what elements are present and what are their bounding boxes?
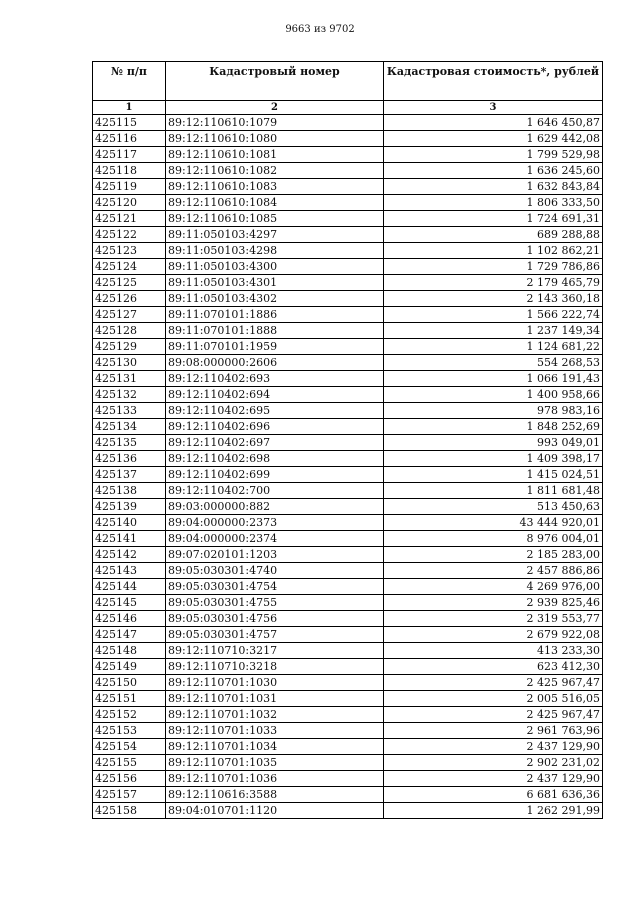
cadastral-value-cell: 1 566 222,74 — [384, 307, 603, 323]
cadastral-number-cell: 89:12:110701:1033 — [166, 723, 384, 739]
cadastral-number-cell: 89:05:030301:4757 — [166, 627, 384, 643]
cadastral-number-cell: 89:03:000000:882 — [166, 499, 384, 515]
column-number-row — [93, 101, 603, 115]
row-number-cell: 425145 — [93, 595, 166, 611]
row-number-cell: 425115 — [93, 115, 166, 131]
cadastral-value-cell: 1 400 958,66 — [384, 387, 603, 403]
cadastral-number-cell: 89:12:110610:1082 — [166, 163, 384, 179]
table-row — [93, 755, 603, 771]
table-row — [93, 675, 603, 691]
table-row — [93, 371, 603, 387]
cadastral-number-cell: 89:05:030301:4756 — [166, 611, 384, 627]
row-number-cell: 425120 — [93, 195, 166, 211]
cadastral-value-cell: 1 409 398,17 — [384, 451, 603, 467]
row-number-cell: 425121 — [93, 211, 166, 227]
table-row — [93, 323, 603, 339]
table-row — [93, 243, 603, 259]
row-number-cell: 425117 — [93, 147, 166, 163]
table-row — [93, 211, 603, 227]
cadastral-value-cell: 1 799 529,98 — [384, 147, 603, 163]
row-number-cell: 425125 — [93, 275, 166, 291]
cadastral-value-cell: 2 679 922,08 — [384, 627, 603, 643]
cadastral-value-cell: 1 811 681,48 — [384, 483, 603, 499]
cadastral-number-cell: 89:12:110701:1032 — [166, 707, 384, 723]
cadastral-value-cell: 43 444 920,01 — [384, 515, 603, 531]
row-number-cell: 425116 — [93, 131, 166, 147]
cadastral-value-cell: 1 646 450,87 — [384, 115, 603, 131]
cadastral-number-cell: 89:12:110610:1085 — [166, 211, 384, 227]
row-number-cell: 425127 — [93, 307, 166, 323]
table-row — [93, 771, 603, 787]
table-row — [93, 803, 603, 819]
row-number-cell: 425156 — [93, 771, 166, 787]
column-number-1: 1 — [93, 101, 166, 115]
table-row — [93, 451, 603, 467]
table-row — [93, 659, 603, 675]
cadastral-value-cell: 4 269 976,00 — [384, 579, 603, 595]
cadastral-value-cell: 2 179 465,79 — [384, 275, 603, 291]
row-number-cell: 425157 — [93, 787, 166, 803]
cadastral-value-cell: 689 288,88 — [384, 227, 603, 243]
row-number-cell: 425158 — [93, 803, 166, 819]
row-number-cell: 425134 — [93, 419, 166, 435]
cadastral-number-cell: 89:12:110402:700 — [166, 483, 384, 499]
cadastral-value-cell: 1 262 291,99 — [384, 803, 603, 819]
cadastral-value-cell: 623 412,30 — [384, 659, 603, 675]
row-number-cell: 425144 — [93, 579, 166, 595]
cadastral-number-cell: 89:11:050103:4298 — [166, 243, 384, 259]
row-number-cell: 425151 — [93, 691, 166, 707]
cadastral-number-cell: 89:12:110610:1084 — [166, 195, 384, 211]
row-number-cell: 425135 — [93, 435, 166, 451]
cadastral-number-cell: 89:12:110610:1081 — [166, 147, 384, 163]
cadastral-number-cell: 89:11:050103:4300 — [166, 259, 384, 275]
row-number-cell: 425155 — [93, 755, 166, 771]
table-row — [93, 275, 603, 291]
row-number-cell: 425141 — [93, 531, 166, 547]
cadastral-value-cell: 1 415 024,51 — [384, 467, 603, 483]
table-row — [93, 707, 603, 723]
table-row — [93, 227, 603, 243]
row-number-cell: 425129 — [93, 339, 166, 355]
table-row — [93, 467, 603, 483]
row-number-cell: 425124 — [93, 259, 166, 275]
cadastral-number-cell: 89:12:110710:3218 — [166, 659, 384, 675]
table-row — [93, 163, 603, 179]
row-number-cell: 425138 — [93, 483, 166, 499]
cadastral-value-cell: 1 629 442,08 — [384, 131, 603, 147]
cadastral-number-cell: 89:08:000000:2606 — [166, 355, 384, 371]
cadastral-number-cell: 89:12:110402:698 — [166, 451, 384, 467]
table-row — [93, 579, 603, 595]
cadastral-number-cell: 89:12:110701:1031 — [166, 691, 384, 707]
row-number-cell: 425140 — [93, 515, 166, 531]
cadastral-number-cell: 89:12:110701:1035 — [166, 755, 384, 771]
row-number-cell: 425148 — [93, 643, 166, 659]
cadastral-value-cell: 1 632 843,84 — [384, 179, 603, 195]
table-row — [93, 611, 603, 627]
cadastral-number-cell: 89:12:110701:1034 — [166, 739, 384, 755]
table-row — [93, 723, 603, 739]
cadastral-value-cell: 1 066 191,43 — [384, 371, 603, 387]
row-number-cell: 425137 — [93, 467, 166, 483]
cadastral-value-cell: 6 681 636,36 — [384, 787, 603, 803]
cadastral-number-cell: 89:12:110402:694 — [166, 387, 384, 403]
cadastral-number-cell: 89:11:070101:1888 — [166, 323, 384, 339]
table-row — [93, 339, 603, 355]
row-number-cell: 425132 — [93, 387, 166, 403]
row-number-cell: 425136 — [93, 451, 166, 467]
cadastral-value-cell: 2 143 360,18 — [384, 291, 603, 307]
cadastral-value-cell: 1 724 691,31 — [384, 211, 603, 227]
cadastral-value-cell: 1 636 245,60 — [384, 163, 603, 179]
table-row — [93, 387, 603, 403]
cadastral-number-cell: 89:05:030301:4755 — [166, 595, 384, 611]
table-row — [93, 627, 603, 643]
table-row — [93, 259, 603, 275]
table-row — [93, 787, 603, 803]
row-number-cell: 425128 — [93, 323, 166, 339]
cadastral-number-cell: 89:12:110402:693 — [166, 371, 384, 387]
header-cadastral-value: Кадастровая стоимость*, рублей — [384, 62, 603, 101]
row-number-cell: 425126 — [93, 291, 166, 307]
page-number: 9663 из 9702 — [285, 24, 355, 35]
row-number-cell: 425146 — [93, 611, 166, 627]
cadastral-number-cell: 89:07:020101:1203 — [166, 547, 384, 563]
cadastral-value-cell: 554 268,53 — [384, 355, 603, 371]
table-row — [93, 483, 603, 499]
cadastral-value-cell: 1 806 333,50 — [384, 195, 603, 211]
table-row — [93, 291, 603, 307]
row-number-cell: 425154 — [93, 739, 166, 755]
cadastral-number-cell: 89:05:030301:4754 — [166, 579, 384, 595]
cadastral-value-cell: 2 457 886,86 — [384, 563, 603, 579]
cadastral-value-cell: 2 902 231,02 — [384, 755, 603, 771]
table-row — [93, 515, 603, 531]
cadastral-number-cell: 89:11:070101:1886 — [166, 307, 384, 323]
cadastral-number-cell: 89:12:110610:1083 — [166, 179, 384, 195]
cadastral-value-cell: 1 729 786,86 — [384, 259, 603, 275]
header-row-number: № п/п — [93, 62, 166, 101]
cadastral-value-cell: 1 848 252,69 — [384, 419, 603, 435]
cadastral-value-cell: 2 939 825,46 — [384, 595, 603, 611]
cadastral-value-cell: 2 185 283,00 — [384, 547, 603, 563]
table-row — [93, 643, 603, 659]
table-row — [93, 147, 603, 163]
row-number-cell: 425122 — [93, 227, 166, 243]
row-number-cell: 425153 — [93, 723, 166, 739]
cadastral-value-cell: 978 983,16 — [384, 403, 603, 419]
row-number-cell: 425142 — [93, 547, 166, 563]
cadastral-number-cell: 89:12:110701:1036 — [166, 771, 384, 787]
cadastral-value-cell: 1 102 862,21 — [384, 243, 603, 259]
cadastral-value-cell: 513 450,63 — [384, 499, 603, 515]
cadastral-number-cell: 89:12:110402:696 — [166, 419, 384, 435]
cadastral-table — [92, 61, 603, 819]
row-number-cell: 425123 — [93, 243, 166, 259]
row-number-cell: 425130 — [93, 355, 166, 371]
row-number-cell: 425143 — [93, 563, 166, 579]
cadastral-number-cell: 89:12:110402:699 — [166, 467, 384, 483]
table-row — [93, 419, 603, 435]
table-row — [93, 691, 603, 707]
cadastral-number-cell: 89:12:110610:1080 — [166, 131, 384, 147]
table-row — [93, 435, 603, 451]
row-number-cell: 425119 — [93, 179, 166, 195]
cadastral-number-cell: 89:04:010701:1120 — [166, 803, 384, 819]
cadastral-value-cell: 2 961 763,96 — [384, 723, 603, 739]
cadastral-number-cell: 89:12:110710:3217 — [166, 643, 384, 659]
cadastral-value-cell: 993 049,01 — [384, 435, 603, 451]
cadastral-value-cell: 8 976 004,01 — [384, 531, 603, 547]
cadastral-number-cell: 89:11:050103:4301 — [166, 275, 384, 291]
table-row — [93, 115, 603, 131]
row-number-cell: 425131 — [93, 371, 166, 387]
column-number-2: 2 — [166, 101, 384, 115]
cadastral-value-cell: 2 005 516,05 — [384, 691, 603, 707]
cadastral-value-cell: 2 425 967,47 — [384, 675, 603, 691]
table-row — [93, 403, 603, 419]
row-number-cell: 425133 — [93, 403, 166, 419]
table-row — [93, 595, 603, 611]
cadastral-number-cell: 89:05:030301:4740 — [166, 563, 384, 579]
row-number-cell: 425139 — [93, 499, 166, 515]
column-number-3: 3 — [384, 101, 603, 115]
cadastral-number-cell: 89:04:000000:2373 — [166, 515, 384, 531]
cadastral-number-cell: 89:11:070101:1959 — [166, 339, 384, 355]
cadastral-value-cell: 1 237 149,34 — [384, 323, 603, 339]
cadastral-number-cell: 89:11:050103:4297 — [166, 227, 384, 243]
table-row — [93, 195, 603, 211]
table-row — [93, 179, 603, 195]
cadastral-number-cell: 89:12:110701:1030 — [166, 675, 384, 691]
cadastral-number-cell: 89:12:110610:1079 — [166, 115, 384, 131]
table-row — [93, 307, 603, 323]
table-row — [93, 499, 603, 515]
cadastral-number-cell: 89:12:110616:3588 — [166, 787, 384, 803]
cadastral-value-cell: 1 124 681,22 — [384, 339, 603, 355]
cadastral-value-cell: 2 437 129,90 — [384, 739, 603, 755]
cadastral-value-cell: 2 425 967,47 — [384, 707, 603, 723]
header-cadastral-number: Кадастровый номер — [166, 62, 384, 101]
table-row — [93, 563, 603, 579]
row-number-cell: 425152 — [93, 707, 166, 723]
table-row — [93, 355, 603, 371]
table-header-row — [93, 62, 603, 101]
cadastral-number-cell: 89:12:110402:695 — [166, 403, 384, 419]
row-number-cell: 425149 — [93, 659, 166, 675]
table-row — [93, 131, 603, 147]
row-number-cell: 425150 — [93, 675, 166, 691]
table-body — [93, 115, 603, 819]
row-number-cell: 425147 — [93, 627, 166, 643]
row-number-cell: 425118 — [93, 163, 166, 179]
cadastral-number-cell: 89:12:110402:697 — [166, 435, 384, 451]
table-row — [93, 531, 603, 547]
cadastral-number-cell: 89:04:000000:2374 — [166, 531, 384, 547]
cadastral-value-cell: 2 319 553,77 — [384, 611, 603, 627]
cadastral-value-cell: 413 233,30 — [384, 643, 603, 659]
cadastral-value-cell: 2 437 129,90 — [384, 771, 603, 787]
cadastral-number-cell: 89:11:050103:4302 — [166, 291, 384, 307]
table-row — [93, 547, 603, 563]
table-row — [93, 739, 603, 755]
